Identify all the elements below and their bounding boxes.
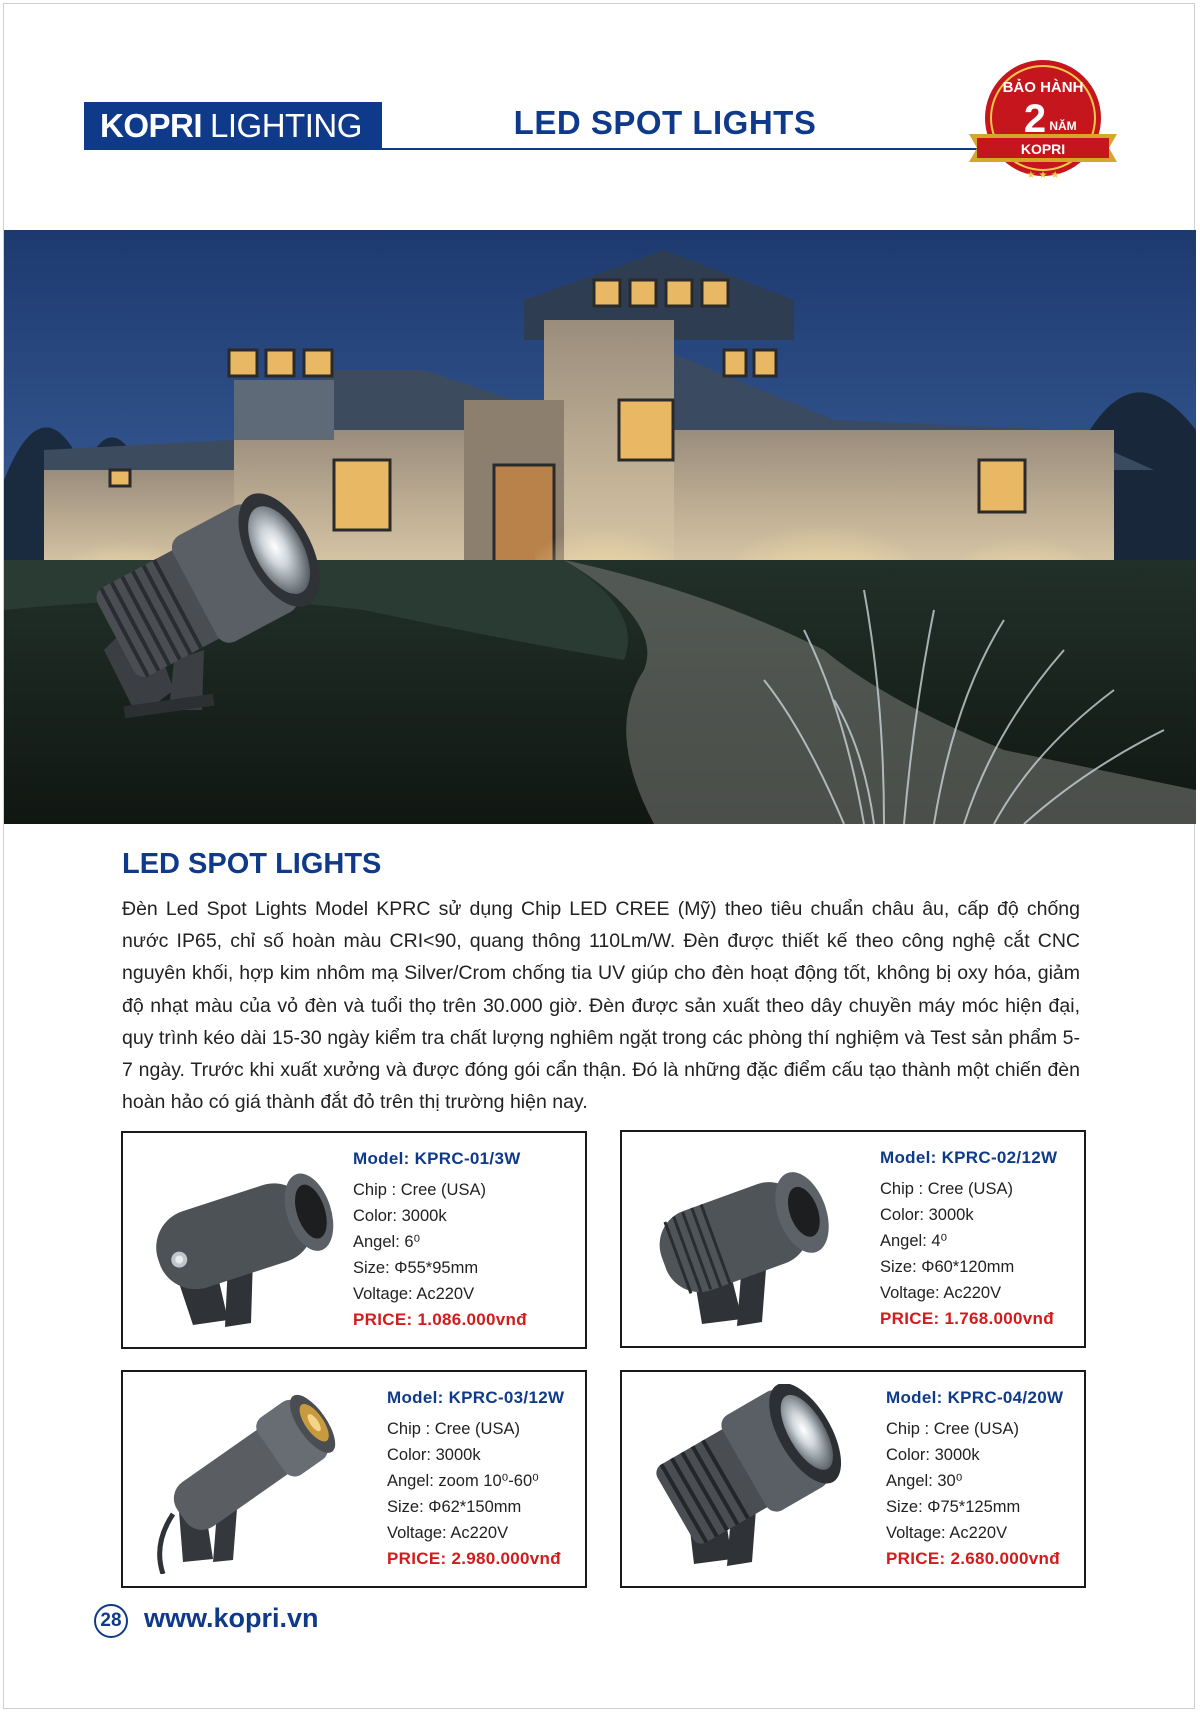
product-info bbox=[880, 1148, 1057, 1332]
product-model: Model: KPRC-02/12W bbox=[880, 1148, 1058, 1167]
spec-chip: Chip : Cree (USA) bbox=[880, 1180, 1013, 1198]
product-image-kprc-03 bbox=[133, 1384, 343, 1574]
spec-size: Size: Φ55*95mm bbox=[353, 1259, 479, 1277]
spec-chip: Chip : Cree (USA) bbox=[353, 1181, 486, 1199]
badge-brand: KOPRI bbox=[1020, 141, 1066, 157]
page-title: LED SPOT LIGHTS bbox=[513, 104, 817, 141]
website-link[interactable]: www.kopri.vn bbox=[144, 1603, 319, 1633]
product-image-kprc-04 bbox=[632, 1384, 842, 1574]
badge-years: 2 bbox=[1023, 97, 1047, 141]
page-number: 28 bbox=[94, 1604, 128, 1638]
badge-line1: BẢO HÀNH bbox=[1002, 79, 1084, 96]
brand-logo bbox=[84, 102, 382, 150]
spec-color: Color: 3000k bbox=[387, 1446, 481, 1464]
product-price: PRICE: 2.980.000vnđ bbox=[387, 1549, 561, 1568]
spec-voltage: Voltage: Ac220V bbox=[880, 1284, 1002, 1302]
product-card[interactable] bbox=[121, 1370, 587, 1588]
product-card[interactable] bbox=[121, 1131, 587, 1349]
product-info bbox=[353, 1149, 527, 1333]
spec-angel: Angel: zoom 10⁰-60⁰ bbox=[387, 1472, 539, 1490]
product-model: Model: KPRC-01/3W bbox=[353, 1149, 521, 1168]
product-description: Đèn Led Spot Lights Model KPRC sử dụng Chip LED CREE (Mỹ) theo tiêu chuẩn châu âu, cấp độ chống nước IP65, chỉ số hoàn màu CRI<90, quang thông 110Lm/W. Đèn được thiết kế theo công nghệ cắt CNC nguyên khối, hợp kim nhôm mạ Silver/Crom chống tia UV giúp cho đèn hoạt động tốt, không bị oxy hóa, giảm độ nhạt màu của vỏ đèn và tuổi thọ trên 30.000 giờ. Đèn được sản xuất theo dây chuyền máy móc hiện đại, quy trình kéo dài 15-30 ngày kiểm tra chất lượng nghiêm ngặt trong các phòng thí nghiệm và Test sản phẩm 5-7 ngày. Trước khi xuất xưởng và được đóng gói cẩn thận. Đó là những đặc điểm cấu tạo thành một chiến đèn hoàn hảo có giá thành đắt đỏ trên thị trường hiện nay. bbox=[122, 898, 1080, 1114]
spec-chip: Chip : Cree (USA) bbox=[886, 1420, 1019, 1438]
product-info bbox=[387, 1388, 564, 1572]
product-image-kprc-02 bbox=[632, 1144, 842, 1334]
spec-chip: Chip : Cree (USA) bbox=[387, 1420, 520, 1438]
warranty-badge bbox=[963, 56, 1123, 192]
product-model: Model: KPRC-03/12W bbox=[387, 1388, 565, 1407]
product-price: PRICE: 2.680.000vnđ bbox=[886, 1549, 1060, 1568]
spec-color: Color: 3000k bbox=[886, 1446, 980, 1464]
spec-size: Size: Φ75*125mm bbox=[886, 1498, 1021, 1516]
hero-image bbox=[4, 230, 1196, 824]
product-card[interactable] bbox=[620, 1130, 1086, 1348]
spec-voltage: Voltage: Ac220V bbox=[387, 1524, 509, 1542]
spec-voltage: Voltage: Ac220V bbox=[353, 1285, 475, 1303]
product-price: PRICE: 1.768.000vnđ bbox=[880, 1309, 1054, 1328]
spec-size: Size: Φ62*150mm bbox=[387, 1498, 522, 1516]
svg-text:★ ★ ★: ★ ★ ★ bbox=[1026, 170, 1060, 181]
spec-size: Size: Φ60*120mm bbox=[880, 1258, 1015, 1276]
spec-angel: Angel: 30⁰ bbox=[886, 1472, 963, 1490]
brand-name-light: LIGHTING bbox=[210, 107, 362, 144]
spec-voltage: Voltage: Ac220V bbox=[886, 1524, 1008, 1542]
product-price: PRICE: 1.086.000vnđ bbox=[353, 1310, 527, 1329]
product-image-kprc-01 bbox=[133, 1145, 343, 1335]
product-model: Model: KPRC-04/20W bbox=[886, 1388, 1064, 1407]
product-card[interactable] bbox=[620, 1370, 1086, 1588]
header-divider bbox=[382, 148, 978, 150]
section-title: LED SPOT LIGHTS bbox=[122, 848, 382, 880]
spec-angel: Angel: 6⁰ bbox=[353, 1233, 421, 1251]
spec-angel: Angel: 4⁰ bbox=[880, 1232, 948, 1250]
product-info bbox=[886, 1388, 1063, 1572]
spec-color: Color: 3000k bbox=[880, 1206, 974, 1224]
badge-unit: NĂM bbox=[1049, 119, 1077, 133]
brand-name-bold: KOPRI bbox=[100, 107, 203, 144]
spec-color: Color: 3000k bbox=[353, 1207, 447, 1225]
